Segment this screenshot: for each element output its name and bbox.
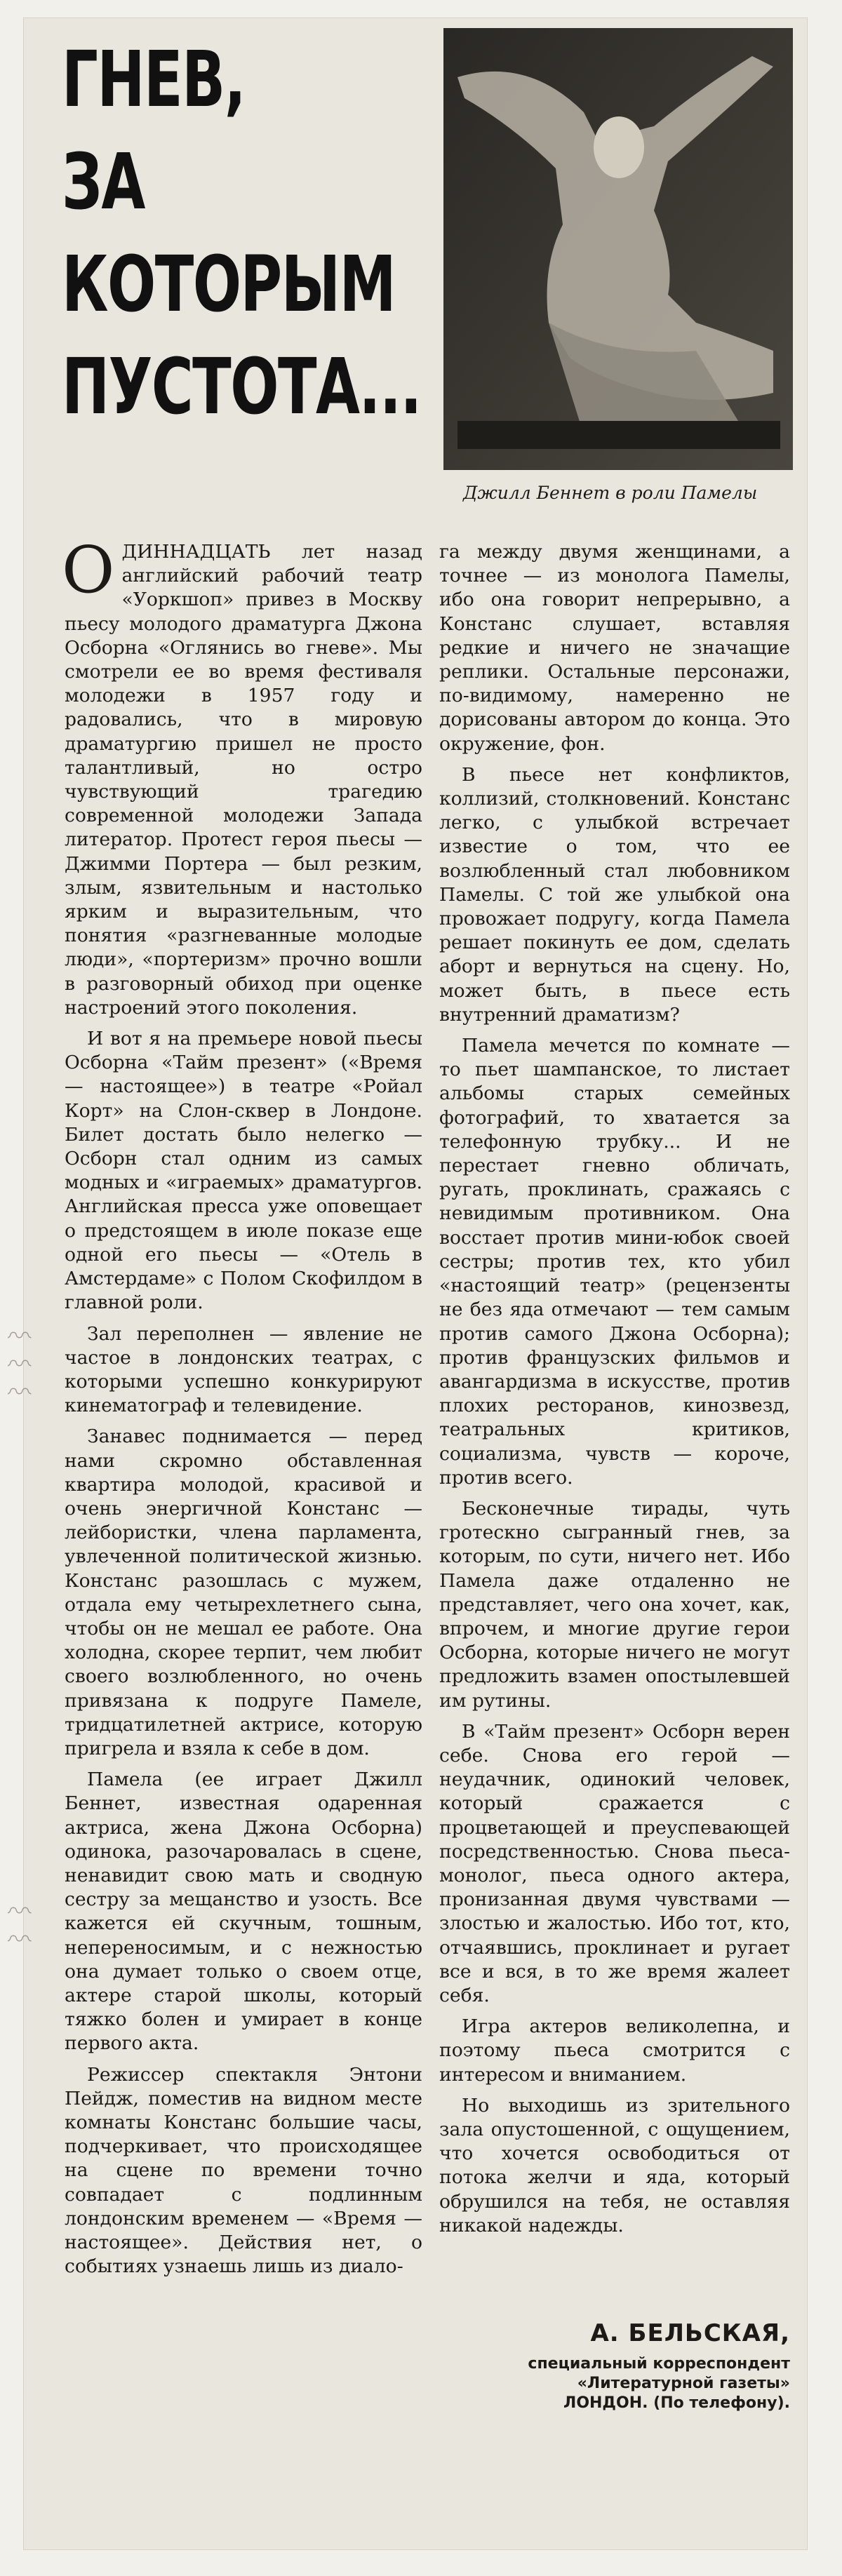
author-byline [439,2354,790,2413]
article-paragraph: Но выходишь из зрительного зала опустошенной, с ощущением, что хочется освободиться от потока желчи и яда, который обрушился на тебя, не оставляя никакой надежды. [439,2094,790,2236]
headline-line: ПУСТОТА... [62,342,421,431]
article-paragraph: Памела (ее играет Джилл Беннет, известная одаренная актриса, жена Джона Осборна) одинока, разочаровалась в сцене, ненавидит свою мать и сводную сестру за мещанство и узость. Все кажется ей скучным, тошным, непереносимым, и с нежностью она думает только о своем отце, актере старой школы, который тяжко болен и умирает в конце первого акта. [65,1769,422,2055]
headline-line: КОТОРЫМ [62,239,396,329]
article-paragraph: Занавес поднимается — перед нами скромно обставленная квартира молодой, красивой и очень энергичной Констанс — лейбористки, члена парламента, увлеченной политической жизнью. Констанс разошлась с мужем, отдала ему четырехлетнего сына, чтобы он не мешал ее работе. Она холодна, скорее терпит, чем любит своего возлюбленного, но очень привязана к подруге Памеле, тридцатилетней актрисе, которую пригрела и взяла к себе в дом. [65,1425,422,1759]
article-paragraph: В «Тайм презент» Осборн верен себе. Снова его герой — неудачник, одинокий человек, который сражается с процветающей и преуспевающей посредственностью. Снова пьеса-монолог, пьеса одного актера, пронизанная двумя чувствами — злостью и жалостью. Ибо тот, кто, отчаявшись, проклинает и ругает все и вся, в то же время жалеет себя. [439,1720,790,2006]
article-paragraph: га между двумя женщинами, а точнее — из монолога Памелы, ибо она говорит непрерывно, а Констанс слушает, вставляя редкие и ничего не значащие реплики. Остальные персонажи, по-видимому, намеренно не дорисованы автором до конца. Это окружение, фон. [439,541,790,755]
headline-line: ЗА [62,137,145,227]
margin-pencil-mark: 〰〰 [8,1894,36,1950]
headline [62,28,427,438]
article-paragraph: Зал переполнен — явление не частое в лондонских театрах, с которыми успешно конкурируют кинематограф и телевидение. [65,1322,422,1417]
article-column-left [62,532,422,2286]
drop-cap: О [62,532,115,608]
article-paragraph: И вот я на премьере новой пьесы Осборна «Тайм презент» («Время — настоящее») в театре «Ройал Корт» на Слон-сквер в Лондоне. Билет достать было нелегко — Осборн стал одним из самых модных и «играемых» драматургов. Английская пресса уже оповещает о предстоящем в июле показе еще одной его пьесы — «Отель в Амстердаме» с Полом Скофилдом в главной роли. [65,1028,422,1314]
paragraph-text: ДИННАДЦАТЬ лет назад английский рабочий театр «Уоркшоп» привез в Москву пьесу молодого драматурга Джона Осборна «Оглянись во гневе». Мы смотрели ее во время фестиваля молодежи в 1957 году и радовались, что в мировую драматургию пришел не просто талантливый, но остро чувствующий трагедию современной молодежи Запада литератор. Протест героя пьесы — Джимми Портера — был резким, злым, язвительным и настолько ярким и выразительным, что понятия «разгневанные молодые люди», «портеризм» прочно вошли в разговорный обиход при оценке настроений этого поколения. [65,541,422,1019]
article-paragraph: В пьесе нет конфликтов, коллизий, столкновений. Констанс легко, с улыбкой встречает известие о том, что ее возлюбленный стал любовником Памелы. С той же улыбкой она провожает подругу, когда Памела решает покинуть ее дом, сделать аборт и вернуться на сцену. Но, может быть, в пьесе есть внутренний драматизм? [439,763,790,1026]
actress-photo [443,28,793,470]
author-role: специальный корреспондент «Литературной газеты» [528,2355,790,2392]
article-paragraph: Памела мечется по комнате — то пьет шампанское, то листает альбомы старых семейных фотографий, то хватается за телефонную трубку... И не перестает гневно обличать, ругать, проклинать, сражаясь с невидимым противником. Она восстает против мини-юбок своей сестры; против тех, кто убил «настоящий театр» (рецензенты не без яда отмечают — тем самым против самого Джона Осборна); против французских фильмов и авангардизма в искусстве, против плохих ресторанов, кинозвезд, театральных критиков, социализма, чувств — короче, против всего. [439,1035,790,1489]
author-name: А. БЕЛЬСКАЯ, [590,2319,790,2347]
article-paragraph: Бесконечные тирады, чуть гротескно сыгранный гнев, за которым, по сути, ничего нет. Ибо Памела даже отдаленно не представляет, чего она хочет, как, впрочем, и многие другие герои Осборна, которые ничего не могут предложить взамен опостылевшей им рутины. [439,1497,790,1712]
dateline: ЛОНДОН. (По телефону). [563,2394,790,2412]
article-paragraph [62,532,422,1020]
article-paragraph: Игра актеров великолепна, и поэтому пьеса смотрится с интересом и вниманием. [439,2015,790,2086]
article-paragraph: Режиссер спектакля Энтони Пейдж, поместив на видном месте комнаты Констанс большие часы, подчеркивает, что происходящее на сцене по времени точно совпадает с подлинным лондонским временем — «Время — настоящее». Действия нет, о событиях узнаешь лишь из диало- [65,2063,422,2278]
article-column-right [439,540,790,2245]
margin-pencil-mark: 〰〰〰 [8,1319,36,1403]
photo-caption: Джилл Беннет в роли Памелы [463,483,758,503]
headline-line: ГНЕВ, [62,34,246,124]
